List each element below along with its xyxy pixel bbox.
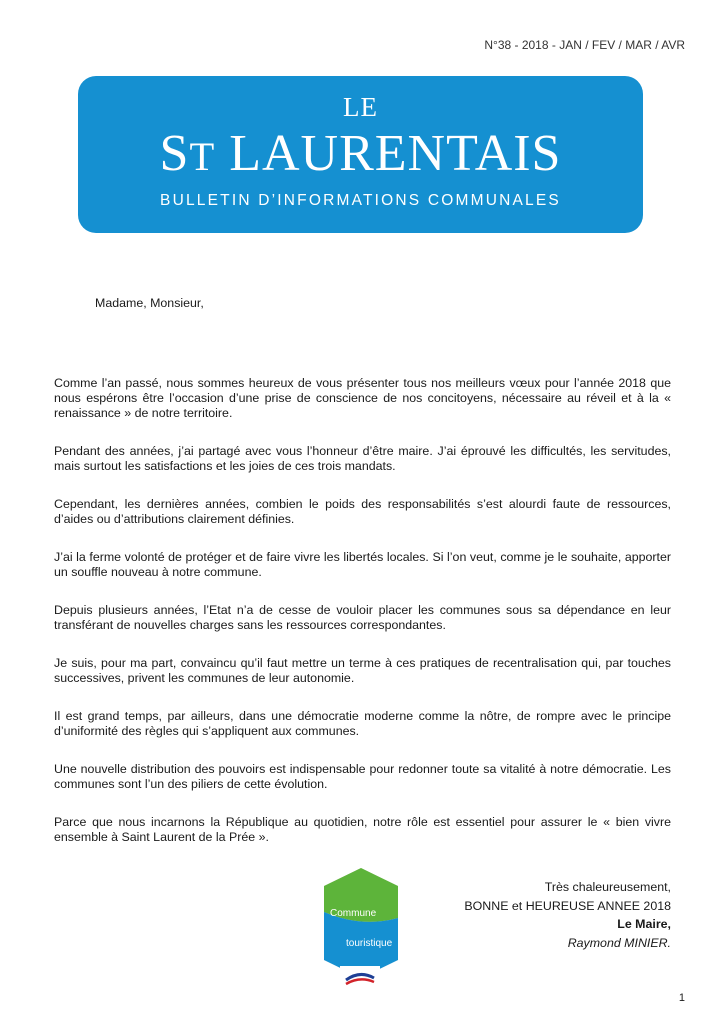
- masthead-title: ST LAURENTAIS: [159, 125, 562, 182]
- commune-touristique-logo: [322, 866, 400, 990]
- letter-body: [54, 376, 671, 868]
- paragraph: Il est grand temps, par ailleurs, dans une démocratie moderne comme la nôtre, de rompre avec le principe d’uniformité des règles qui s’appliquent aux communes.: [54, 709, 671, 738]
- masthead-banner: [78, 76, 643, 233]
- paragraph: Comme l’an passé, nous sommes heureux de vous présenter tous nos meilleurs vœux pour l’année 2018 que nous espérons être l’occasion d’une prise de conscience de nos concitoyens, nécessaire au réveil et à la « renaissance » de notre territoire.: [54, 376, 671, 420]
- closing-line: Très chaleureusement,: [544, 880, 671, 894]
- paragraph: Parce que nous incarnons la République au quotidien, notre rôle est essentiel pour assurer le « bien vivre ensemble à Saint Laurent de la Prée ».: [54, 815, 671, 844]
- salutation: Madame, Monsieur,: [95, 296, 204, 310]
- paragraph: Une nouvelle distribution des pouvoirs est indispensable pour redonner toute sa vitalité à notre démocratie. Les communes sont l’un des piliers de cette évolution.: [54, 762, 671, 791]
- issue-label: N°38 - 2018 - JAN / FEV / MAR / AVR: [484, 38, 685, 52]
- paragraph: Pendant des années, j’ai partagé avec vous l’honneur d’être maire. J’ai éprouvé les difficultés, les servitudes, mais surtout les satisfactions et les joies de ces trois mandats.: [54, 444, 671, 473]
- paragraph: Je suis, pour ma part, convaincu qu’il faut mettre un terme à ces pratiques de recentralisation qui, par touches successives, privent les communes de leur autonomie.: [54, 656, 671, 685]
- logo-graphic: [322, 866, 400, 990]
- logo-text-commune: Commune: [330, 908, 377, 919]
- logo-text-touristique: touristique: [346, 938, 393, 949]
- new-year-greeting: BONNE et HEUREUSE ANNEE 2018: [464, 898, 671, 913]
- paragraph: Cependant, les dernières années, combien le poids des responsabilités s’est alourdi faute de ressources, d’aides ou d’attributions clairement définies.: [54, 497, 671, 526]
- masthead-subtitle: BULLETIN D’INFORMATIONS COMMUNALES: [160, 192, 561, 209]
- paragraph: Depuis plusieurs années, l’Etat n’a de cesse de vouloir placer les communes sous sa dépendance en leur transférant de nouvelles charges sans les ressources correspondantes.: [54, 603, 671, 632]
- signer-role: Le Maire,: [617, 917, 671, 931]
- masthead-le: LE: [343, 92, 378, 122]
- page-number: 1: [678, 992, 685, 1004]
- signature-block: [464, 878, 671, 952]
- paragraph: J’ai la ferme volonté de protéger et de faire vivre les libertés locales. Si l’on veut, comme je le souhaite, apporter un souffle nouveau à notre commune.: [54, 550, 671, 579]
- signer-name: Raymond MINIER.: [567, 935, 671, 950]
